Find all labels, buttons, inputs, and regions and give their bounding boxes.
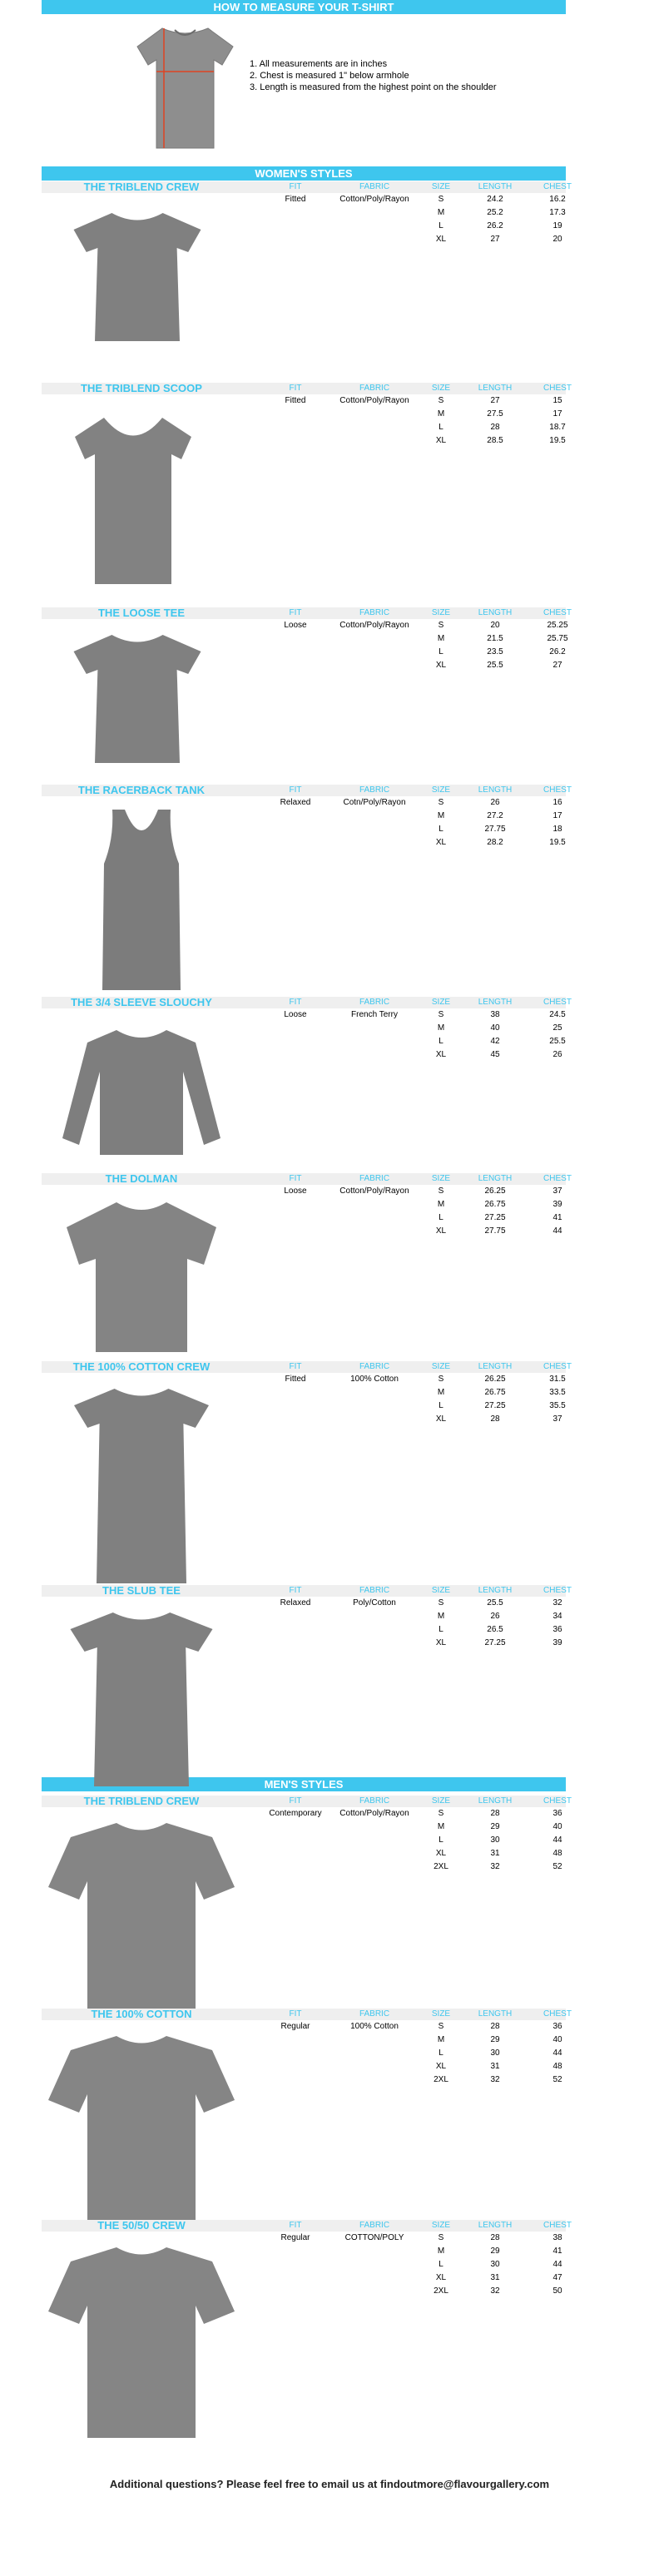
chest-cell: 18 [552,825,562,834]
column-header-length: LENGTH [478,182,513,191]
size-cell: L [439,1401,443,1410]
chest-cell: 16.2 [549,195,566,204]
fabric-value: Cotn/Poly/Rayon [343,798,406,807]
size-cell: XL [435,1226,447,1236]
product-name: THE 3/4 SLEEVE SLOUCHY [71,996,212,1008]
chest-cell: 18.7 [549,423,566,432]
chest-cell: 52 [552,2075,562,2084]
column-header-size: SIZE [431,785,451,795]
column-header-fabric: FABRIC [359,1174,390,1183]
shirt-image [62,1194,220,1365]
chest-cell: 48 [552,2062,562,2071]
size-cell: S [438,2022,444,2031]
size-cell: M [437,2035,445,2044]
column-header-size: SIZE [431,384,451,393]
size-cell: S [438,621,444,630]
length-cell: 26 [490,1612,500,1621]
column-header-fit: FIT [289,608,302,617]
product-name: THE LOOSE TEE [97,607,185,619]
column-header-fit: FIT [289,2221,302,2230]
fit-value: Contemporary [269,1809,322,1818]
column-header-fit: FIT [289,182,302,191]
length-cell: 27.5 [487,409,503,419]
column-header-fabric: FABRIC [359,608,390,617]
chest-cell: 47 [552,2273,562,2282]
shirt-image [42,1816,241,2020]
fabric-value: 100% Cotton [350,1375,399,1384]
length-cell: 27 [490,235,500,244]
size-cell: M [437,1388,445,1397]
measure-diagram [129,23,241,161]
chest-cell: 17 [552,811,562,820]
length-cell: 28 [490,2022,500,2031]
chest-cell: 24.5 [549,1010,566,1019]
fit-value: Loose [284,1186,307,1196]
chest-cell: 40 [552,2035,562,2044]
product-name: THE TRIBLEND CREW [83,181,200,193]
chest-cell: 39 [552,1200,562,1209]
length-cell: 25.5 [487,1598,503,1608]
column-header-size: SIZE [431,1586,451,1595]
length-cell: 26.2 [487,221,503,230]
chest-cell: 37 [552,1186,562,1196]
column-header-fit: FIT [289,998,302,1007]
length-cell: 28.5 [487,436,503,445]
length-cell: 20 [490,621,500,630]
length-cell: 31 [490,2062,500,2071]
length-cell: 30 [490,2048,500,2058]
size-cell: XL [435,2062,447,2071]
chest-cell: 36 [552,1625,562,1634]
size-cell: S [438,1598,444,1608]
length-cell: 31 [490,1849,500,1858]
size-cell: L [439,423,443,432]
fit-value: Fitted [285,1375,306,1384]
length-cell: 38 [490,1010,500,1019]
length-cell: 28 [490,2233,500,2242]
length-cell: 45 [490,1050,500,1059]
length-cell: 32 [490,1862,500,1871]
fabric-value: Poly/Cotton [353,1598,396,1608]
column-header-fit: FIT [289,1796,302,1806]
fit-value: Loose [284,1010,307,1019]
size-cell: S [438,1809,444,1818]
size-cell: XL [435,436,447,445]
length-cell: 26.25 [484,1186,506,1196]
size-cell: M [437,634,445,643]
fabric-value: French Terry [351,1010,398,1019]
column-header-chest: CHEST [543,1586,572,1595]
chest-cell: 26 [552,1050,562,1059]
product-name: THE 100% COTTON CREW [72,1360,211,1373]
length-cell: 26 [490,798,500,807]
length-cell: 27 [490,396,500,405]
column-header-chest: CHEST [543,2009,572,2019]
chest-cell: 31.5 [549,1375,566,1384]
length-cell: 28 [490,1414,500,1424]
chest-cell: 19 [552,221,562,230]
chest-cell: 32 [552,1598,562,1608]
size-cell: XL [435,1638,447,1647]
product-name: THE SLUB TEE [102,1584,181,1597]
column-header-chest: CHEST [543,1362,572,1371]
shirt-image [42,2029,241,2242]
column-header-fabric: FABRIC [359,1796,390,1806]
chest-cell: 16 [552,798,562,807]
column-header-fabric: FABRIC [359,998,390,1007]
measure-header: HOW TO MEASURE YOUR T-SHIRT [42,0,566,14]
fit-value: Regular [280,2233,310,2242]
size-cell: L [439,647,443,656]
size-cell: XL [435,838,447,847]
note: 1. All measurements are in inches [250,59,388,69]
length-cell: 27.25 [484,1638,506,1647]
mens-styles-header: MEN'S STYLES [42,1777,566,1791]
product-name: THE 100% COTTON [91,2008,192,2020]
length-cell: 42 [490,1037,500,1046]
chest-cell: 19.5 [549,436,566,445]
length-cell: 28.2 [487,838,503,847]
column-header-fabric: FABRIC [359,2221,390,2230]
chest-cell: 39 [552,1638,562,1647]
column-header-fabric: FABRIC [359,1362,390,1371]
length-cell: 29 [490,2247,500,2256]
column-header-chest: CHEST [543,1174,572,1183]
length-cell: 29 [490,2035,500,2044]
column-header-length: LENGTH [478,1174,513,1183]
column-header-length: LENGTH [478,998,513,1007]
shirt-image [58,1022,225,1167]
column-header-fit: FIT [289,2009,302,2019]
shirt-image [87,805,196,1001]
chest-cell: 37 [552,1414,562,1424]
column-header-size: SIZE [431,1796,451,1806]
length-cell: 26.75 [484,1388,506,1397]
size-cell: S [438,2233,444,2242]
size-cell: 2XL [434,2286,448,2296]
size-cell: M [437,811,445,820]
size-cell: S [438,1375,444,1384]
chest-cell: 36 [552,2022,562,2031]
shirt-image [67,628,208,774]
size-cell: L [439,2260,443,2269]
size-cell: S [438,396,444,405]
chest-cell: 19.5 [549,838,566,847]
chest-cell: 44 [552,2048,562,2058]
size-cell: XL [435,235,447,244]
length-cell: 30 [490,1835,500,1845]
length-cell: 27.25 [484,1213,506,1222]
size-cell: XL [435,661,447,670]
size-cell: M [437,1822,445,1831]
shirt-image [67,408,200,595]
length-cell: 26.75 [484,1200,506,1209]
column-header-fabric: FABRIC [359,182,390,191]
length-cell: 31 [490,2273,500,2282]
size-cell: L [439,2048,443,2058]
chest-cell: 41 [552,1213,562,1222]
chest-cell: 25.75 [547,634,568,643]
chest-cell: 52 [552,1862,562,1871]
chest-cell: 26.2 [549,647,566,656]
column-header-chest: CHEST [543,608,572,617]
shirt-image [62,1606,220,1797]
chest-cell: 33.5 [549,1388,566,1397]
column-header-fit: FIT [289,1362,302,1371]
measure-notes [250,58,497,93]
size-cell: L [439,1625,443,1634]
length-cell: 25.2 [487,208,503,217]
column-header-size: SIZE [431,998,451,1007]
column-header-chest: CHEST [543,998,572,1007]
size-cell: M [437,208,445,217]
chest-cell: 36 [552,1809,562,1818]
fabric-value: Cotton/Poly/Rayon [339,621,409,630]
chest-cell: 41 [552,2247,562,2256]
length-cell: 27.2 [487,811,503,820]
length-cell: 26.25 [484,1375,506,1384]
size-cell: M [437,1023,445,1033]
column-header-length: LENGTH [478,2221,513,2230]
size-cell: XL [435,1849,447,1858]
fit-value: Loose [284,621,307,630]
fit-value: Regular [280,2022,310,2031]
column-header-size: SIZE [431,1362,451,1371]
size-cell: S [438,1010,444,1019]
fabric-value: Cotton/Poly/Rayon [339,195,409,204]
size-cell: L [439,825,443,834]
size-cell: S [438,798,444,807]
size-cell: L [439,1037,443,1046]
size-cell: XL [435,1050,447,1059]
product-name: THE TRIBLEND SCOOP [81,382,202,394]
size-cell: 2XL [434,1862,448,1871]
length-cell: 27.25 [484,1401,506,1410]
fabric-value: COTTON/POLY [344,2233,404,2242]
column-header-length: LENGTH [478,785,513,795]
chest-cell: 25.25 [547,621,568,630]
column-header-fabric: FABRIC [359,384,390,393]
length-cell: 21.5 [487,634,503,643]
column-header-chest: CHEST [543,182,572,191]
column-header-size: SIZE [431,2009,451,2019]
size-cell: 2XL [434,2075,448,2084]
size-cell: M [437,409,445,419]
fit-value: Fitted [285,195,306,204]
length-cell: 40 [490,1023,500,1033]
shirt-image [67,1382,216,1594]
fit-value: Relaxed [280,798,311,807]
length-cell: 28 [490,423,500,432]
chest-cell: 34 [552,1612,562,1621]
chest-cell: 17 [552,409,562,419]
fit-value: Relaxed [280,1598,311,1608]
product-name: THE TRIBLEND CREW [83,1795,200,1807]
chest-cell: 44 [552,1835,562,1845]
column-header-length: LENGTH [478,608,513,617]
column-header-fabric: FABRIC [359,785,390,795]
chest-cell: 25.5 [549,1037,566,1046]
column-header-length: LENGTH [478,2009,513,2019]
column-header-chest: CHEST [543,384,572,393]
note: 2. Chest is measured 1" below armhole [250,71,409,81]
product-name: THE RACERBACK TANK [77,784,206,796]
chest-cell: 35.5 [549,1401,566,1410]
chest-cell: 27 [552,661,562,670]
column-header-fabric: FABRIC [359,2009,390,2019]
size-cell: L [439,1213,443,1222]
chest-cell: 44 [552,1226,562,1236]
footer-contact: Additional questions? Please feel free to email us at findoutmore@flavourgallery.com [109,2478,550,2490]
shirt-image [42,2241,241,2449]
fabric-value: Cotton/Poly/Rayon [339,1186,409,1196]
chest-cell: 15 [552,396,562,405]
fabric-value: 100% Cotton [350,2022,399,2031]
length-cell: 27.75 [484,1226,506,1236]
size-cell: XL [435,2273,447,2282]
fabric-value: Cotton/Poly/Rayon [339,1809,409,1818]
size-cell: S [438,1186,444,1196]
length-cell: 29 [490,1822,500,1831]
size-cell: M [437,1200,445,1209]
column-header-length: LENGTH [478,1362,513,1371]
note: 3. Length is measured from the highest point on the shoulder [250,82,497,92]
size-cell: M [437,2247,445,2256]
column-header-size: SIZE [431,182,451,191]
column-header-length: LENGTH [478,1796,513,1806]
chest-cell: 17.3 [549,208,566,217]
chest-cell: 48 [552,1849,562,1858]
column-header-fit: FIT [289,785,302,795]
column-header-chest: CHEST [543,785,572,795]
length-cell: 27.75 [484,825,506,834]
product-name: THE 50/50 CREW [97,2219,186,2232]
column-header-chest: CHEST [543,1796,572,1806]
fit-value: Fitted [285,396,306,405]
product-name: THE DOLMAN [105,1172,178,1185]
column-header-length: LENGTH [478,384,513,393]
size-cell: XL [435,1414,447,1424]
column-header-fit: FIT [289,1174,302,1183]
column-header-length: LENGTH [478,1586,513,1595]
column-header-size: SIZE [431,1174,451,1183]
column-header-fabric: FABRIC [359,1586,390,1595]
chest-cell: 20 [552,235,562,244]
size-cell: L [439,1835,443,1845]
column-header-fit: FIT [289,1586,302,1595]
column-header-chest: CHEST [543,2221,572,2230]
column-header-size: SIZE [431,608,451,617]
length-cell: 32 [490,2286,500,2296]
size-cell: M [437,1612,445,1621]
column-header-size: SIZE [431,2221,451,2230]
length-cell: 32 [490,2075,500,2084]
length-cell: 24.2 [487,195,503,204]
length-cell: 23.5 [487,647,503,656]
shirt-image [67,206,208,352]
chest-cell: 44 [552,2260,562,2269]
fabric-value: Cotton/Poly/Rayon [339,396,409,405]
length-cell: 25.5 [487,661,503,670]
column-header-fit: FIT [289,384,302,393]
chest-cell: 50 [552,2286,562,2296]
length-cell: 26.5 [487,1625,503,1634]
chest-cell: 25 [552,1023,562,1033]
womens-styles-header: WOMEN'S STYLES [42,166,566,181]
chest-cell: 38 [552,2233,562,2242]
size-cell: S [438,195,444,204]
chest-cell: 40 [552,1822,562,1831]
length-cell: 30 [490,2260,500,2269]
length-cell: 28 [490,1809,500,1818]
size-cell: L [439,221,443,230]
